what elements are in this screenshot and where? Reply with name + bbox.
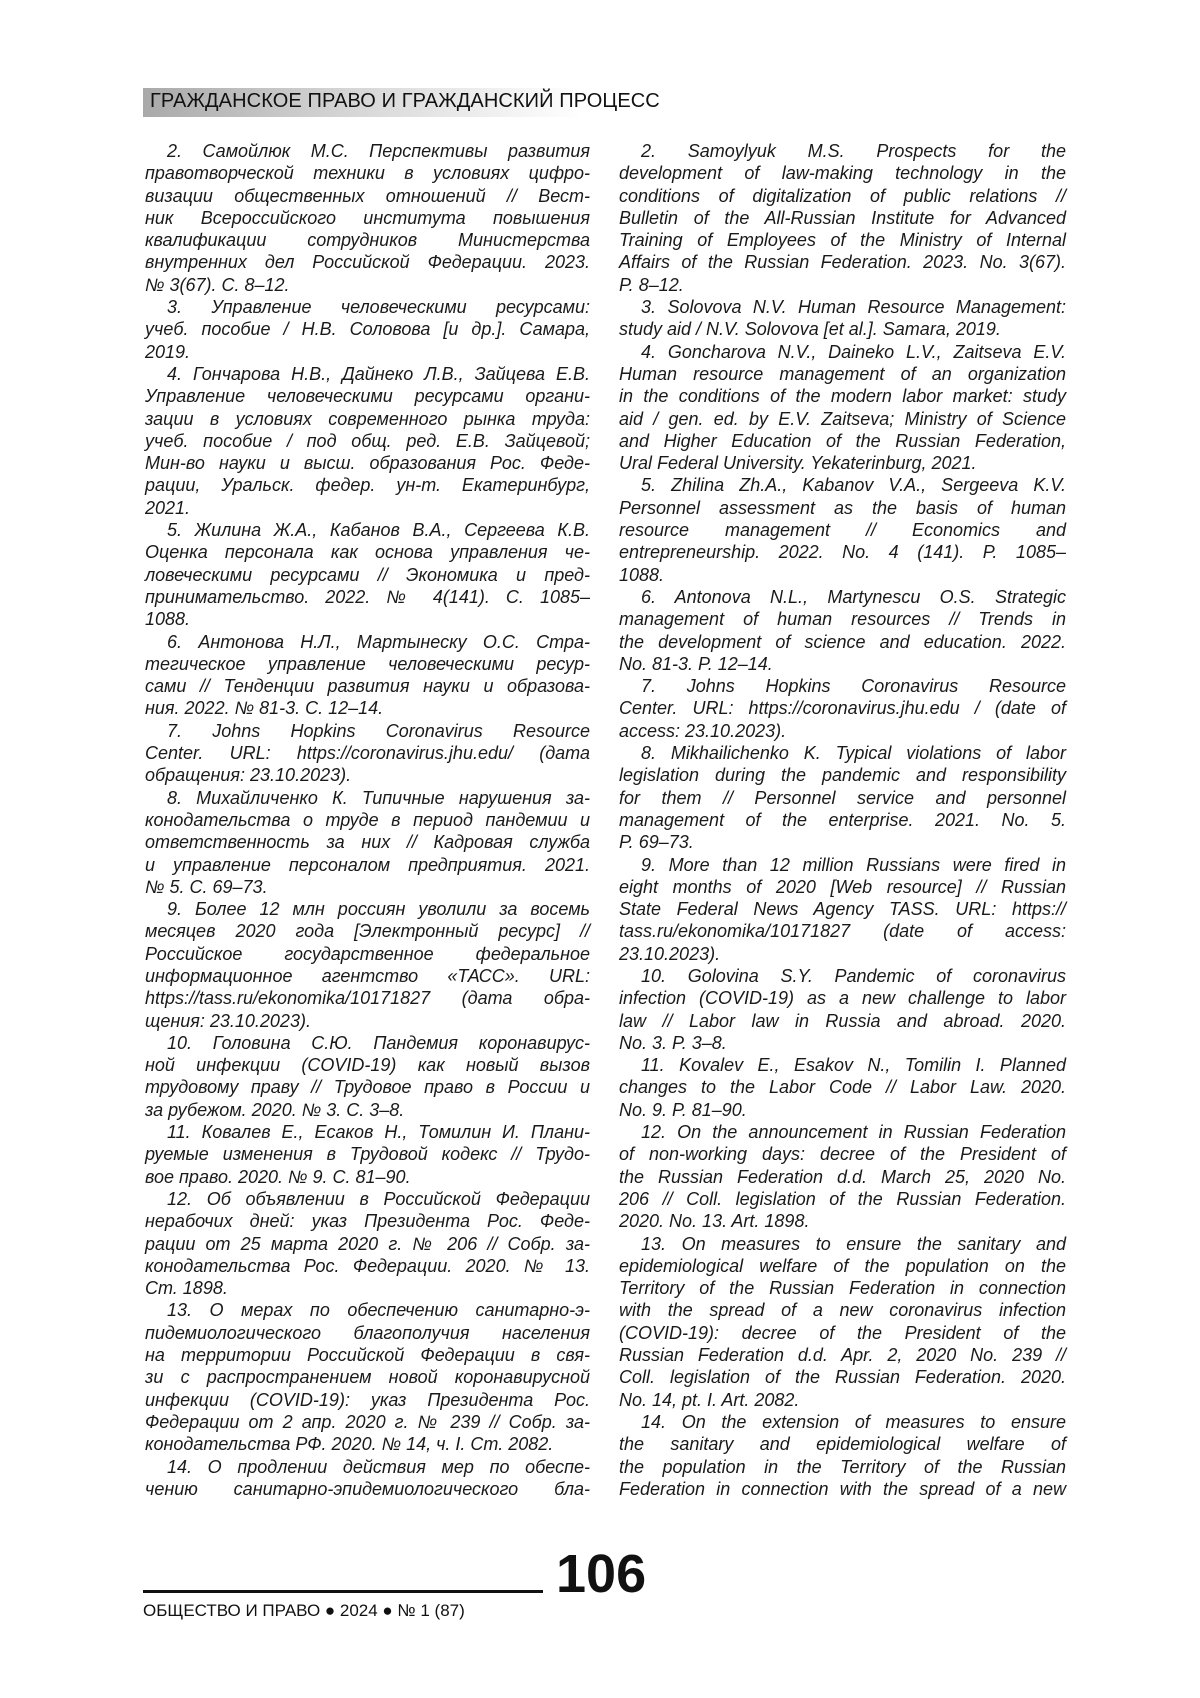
reference-line: 3. Управление человеческими ресурсами:: [145, 296, 590, 318]
reference-line: учеб. пособие / под общ. ред. Е.В. Зайцевой;: [145, 430, 590, 452]
reference-line: of non-working days: decree of the President of: [619, 1143, 1066, 1165]
reference-entry: [619, 586, 1066, 675]
reference-line: Territory of the Russian Federation in connection: [619, 1277, 1066, 1299]
reference-entry: [619, 474, 1066, 585]
reference-entry: [145, 1032, 590, 1121]
reference-line: changes to the Labor Code // Labor Law. 2020.: [619, 1076, 1066, 1098]
reference-line: информационное агентство «ТАСС». URL:: [145, 965, 590, 987]
reference-line: 1088.: [145, 608, 590, 630]
reference-line: руемые изменения в Трудовой кодекс // Трудо-: [145, 1143, 590, 1165]
reference-line: Affairs of the Russian Federation. 2023. No. 3(67).: [619, 251, 1066, 273]
reference-line: Российское государственное федеральное: [145, 943, 590, 965]
reference-line: Russian Federation d.d. Apr. 2, 2020 No. 239 //: [619, 1344, 1066, 1366]
reference-line: обращения: 23.10.2023).: [145, 764, 590, 786]
reference-entry: [619, 296, 1066, 341]
reference-entry: [145, 296, 590, 363]
reference-entry: [145, 1299, 590, 1455]
reference-line: щения: 23.10.2023).: [145, 1010, 590, 1032]
reference-line: https://tass.ru/ekonomika/10171827 (дата обра-: [145, 987, 590, 1009]
reference-line: 1088.: [619, 564, 1066, 586]
reference-entry: [619, 341, 1066, 475]
reference-line: P. 69–73.: [619, 831, 1066, 853]
reference-line: квалификации сотрудников Министерства: [145, 229, 590, 251]
reference-entry: [619, 675, 1066, 742]
reference-line: ной инфекции (COVID-19) как новый вызов: [145, 1054, 590, 1076]
reference-entry: [619, 854, 1066, 965]
reference-entry: [145, 898, 590, 1032]
reference-line: вое право. 2020. № 9. С. 81–90.: [145, 1166, 590, 1188]
reference-entry: [619, 965, 1066, 1054]
reference-line: 6. Antonova N.L., Martynescu O.S. Strategic: [619, 586, 1066, 608]
reference-line: infection (COVID-19) as a new challenge to labor: [619, 987, 1066, 1009]
reference-line: принимательство. 2022. № 4(141). С. 1085–: [145, 586, 590, 608]
reference-line: 6. Антонова Н.Л., Мартынеску О.С. Стра-: [145, 631, 590, 653]
reference-line: entrepreneurship. 2022. No. 4 (141). P. 1085–: [619, 541, 1066, 563]
reference-line: and Higher Education of the Russian Federation,: [619, 430, 1066, 452]
reference-line: Coll. legislation of the Russian Federation. 2020.: [619, 1366, 1066, 1388]
reference-line: правотворческой техники в условиях цифро-: [145, 162, 590, 184]
reference-line: eight months of 2020 [Web resource] // Russian: [619, 876, 1066, 898]
reference-line: Human resource management of an organization: [619, 363, 1066, 385]
reference-line: 7. Johns Hopkins Coronavirus Resource: [619, 675, 1066, 697]
reference-line: нерабочих дней: указ Президента Рос. Феде-: [145, 1210, 590, 1232]
reference-line: 2020. No. 13. Art. 1898.: [619, 1210, 1066, 1232]
reference-line: Федерации от 2 апр. 2020 г. № 239 // Собр. за-: [145, 1411, 590, 1433]
reference-line: 14. On the extension of measures to ensure: [619, 1411, 1066, 1433]
reference-line: conditions of digitalization of public relations //: [619, 185, 1066, 207]
reference-entry: [619, 1411, 1066, 1500]
reference-line: учеб. пособие / Н.В. Соловова [и др.]. Самара,: [145, 318, 590, 340]
reference-line: зи с распространением новой коронавирусной: [145, 1366, 590, 1388]
reference-line: Ст. 1898.: [145, 1277, 590, 1299]
reference-line: 3. Solovova N.V. Human Resource Management:: [619, 296, 1066, 318]
reference-line: 12. Об объявлении в Российской Федерации: [145, 1188, 590, 1210]
reference-line: No. 9. P. 81–90.: [619, 1099, 1066, 1121]
reference-line: 14. О продлении действия мер по обеспе-: [145, 1456, 590, 1478]
reference-line: Federation in connection with the spread of a new: [619, 1478, 1066, 1500]
reference-line: за рубежом. 2020. № 3. С. 3–8.: [145, 1099, 590, 1121]
reference-line: Center. URL: https://coronavirus.jhu.edu / (date of: [619, 697, 1066, 719]
reference-entry: [145, 1188, 590, 1299]
reference-line: the sanitary and epidemiological welfare of: [619, 1433, 1066, 1455]
reference-line: 10. Головина С.Ю. Пандемия коронавирус-: [145, 1032, 590, 1054]
reference-line: 2019.: [145, 341, 590, 363]
reference-line: рации, Уральск. федер. ун-т. Екатеринбург,: [145, 474, 590, 496]
footer-rule: [143, 1590, 543, 1593]
reference-line: 2. Самойлюк М.С. Перспективы развития: [145, 140, 590, 162]
reference-line: Personnel assessment as the basis of human: [619, 497, 1066, 519]
reference-line: тегическое управление человеческими ресур-: [145, 653, 590, 675]
reference-entry: [619, 742, 1066, 853]
reference-line: 10. Golovina S.Y. Pandemic of coronavirus: [619, 965, 1066, 987]
reference-entry: [145, 787, 590, 898]
reference-entry: [145, 1456, 590, 1501]
reference-line: инфекции (COVID-19): указ Президента Рос.: [145, 1389, 590, 1411]
reference-line: No. 81-3. P. 12–14.: [619, 653, 1066, 675]
reference-line: 2021.: [145, 497, 590, 519]
reference-line: конодательства Рос. Федерации. 2020. № 13.: [145, 1255, 590, 1277]
reference-line: Center. URL: https://coronavirus.jhu.edu/ (дата: [145, 742, 590, 764]
reference-line: 4. Goncharova N.V., Daineko L.V., Zaitseva E.V.: [619, 341, 1066, 363]
reference-line: the Russian Federation d.d. March 25, 2020 No.: [619, 1166, 1066, 1188]
reference-line: 11. Ковалев Е., Есаков Н., Томилин И. Плани-: [145, 1121, 590, 1143]
reference-line: Ural Federal University. Yekaterinburg, 2021.: [619, 452, 1066, 474]
reference-line: No. 14, pt. I. Art. 2082.: [619, 1389, 1066, 1411]
reference-entry: [145, 519, 590, 630]
reference-line: сами // Тенденции развития науки и образова-: [145, 675, 590, 697]
reference-line: 11. Kovalev E., Esakov N., Tomilin I. Planned: [619, 1054, 1066, 1076]
reference-line: law // Labor law in Russia and abroad. 2020.: [619, 1010, 1066, 1032]
reference-line: tass.ru/ekonomika/10171827 (date of access:: [619, 920, 1066, 942]
reference-line: the development of science and education. 2022.: [619, 631, 1066, 653]
reference-line: 206 // Coll. legislation of the Russian Federation.: [619, 1188, 1066, 1210]
reference-line: 7. Johns Hopkins Coronavirus Resource: [145, 720, 590, 742]
reference-line: 9. More than 12 million Russians were fired in: [619, 854, 1066, 876]
reference-line: management of the enterprise. 2021. No. 5.: [619, 809, 1066, 831]
reference-line: ответственность за них // Кадровая служба: [145, 831, 590, 853]
reference-line: (COVID-19): decree of the President of the: [619, 1322, 1066, 1344]
reference-line: Оценка персонала как основа управления че-: [145, 541, 590, 563]
reference-line: for them // Personnel service and personnel: [619, 787, 1066, 809]
reference-line: рации от 25 марта 2020 г. № 206 // Собр. за-: [145, 1233, 590, 1255]
reference-line: зации в условиях современного рынка труда:: [145, 408, 590, 430]
reference-entry: [619, 1054, 1066, 1121]
reference-line: 12. On the announcement in Russian Federation: [619, 1121, 1066, 1143]
reference-line: пидемиологического благополучия населения: [145, 1322, 590, 1344]
reference-line: management of human resources // Trends in: [619, 608, 1066, 630]
reference-line: the population in the Territory of the Russian: [619, 1456, 1066, 1478]
reference-line: месяцев 2020 года [Электронный ресурс] //: [145, 920, 590, 942]
reference-line: 8. Mikhailichenko K. Typical violations of labor: [619, 742, 1066, 764]
reference-line: study aid / N.V. Solovova [et al.]. Samara, 2019.: [619, 318, 1066, 340]
reference-line: epidemiological welfare of the population on the: [619, 1255, 1066, 1277]
reference-line: 5. Zhilina Zh.A., Kabanov V.A., Sergeeva K.V.: [619, 474, 1066, 496]
reference-line: No. 3. P. 3–8.: [619, 1032, 1066, 1054]
reference-line: with the spread of a new coronavirus infection: [619, 1299, 1066, 1321]
reference-line: 2. Samoylyuk M.S. Prospects for the: [619, 140, 1066, 162]
reference-line: access: 23.10.2023).: [619, 720, 1066, 742]
reference-line: 23.10.2023).: [619, 943, 1066, 965]
reference-line: Bulletin of the All-Russian Institute for Advanced: [619, 207, 1066, 229]
page-number: 106: [556, 1543, 646, 1605]
reference-entry: [145, 140, 590, 296]
reference-line: чению санитарно-эпидемиологического бла-: [145, 1478, 590, 1500]
reference-line: Управление человеческими ресурсами органи-: [145, 385, 590, 407]
references-english-column: [619, 140, 1066, 1500]
reference-line: № 3(67). С. 8–12.: [145, 274, 590, 296]
reference-line: aid / gen. ed. by E.V. Zaitseva; Ministry of Science: [619, 408, 1066, 430]
reference-entry: [619, 140, 1066, 296]
reference-line: P. 8–12.: [619, 274, 1066, 296]
reference-line: 5. Жилина Ж.А., Кабанов В.А., Сергеева К.В.: [145, 519, 590, 541]
reference-line: конодательства РФ. 2020. № 14, ч. I. Ст. 2082.: [145, 1433, 590, 1455]
reference-line: Training of Employees of the Ministry of Internal: [619, 229, 1066, 251]
reference-line: development of law-making technology in the: [619, 162, 1066, 184]
reference-line: ния. 2022. № 81-3. С. 12–14.: [145, 697, 590, 719]
reference-entry: [145, 720, 590, 787]
reference-line: на территории Российской Федерации в свя-: [145, 1344, 590, 1366]
reference-line: ловеческими ресурсами // Экономика и пред-: [145, 564, 590, 586]
reference-entry: [145, 363, 590, 519]
reference-line: 9. Более 12 млн россиян уволили за восемь: [145, 898, 590, 920]
reference-entry: [619, 1233, 1066, 1411]
reference-line: 8. Михайличенко К. Типичные нарушения за-: [145, 787, 590, 809]
reference-line: конодательства о труде в период пандемии и: [145, 809, 590, 831]
reference-entry: [145, 631, 590, 720]
reference-line: Мин-во науки и высш. образования Рос. Феде-: [145, 452, 590, 474]
reference-line: трудовому праву // Трудовое право в России и: [145, 1076, 590, 1098]
references-russian-column: [145, 140, 590, 1500]
reference-line: внутренних дел Российской Федерации. 2023.: [145, 251, 590, 273]
reference-line: State Federal News Agency TASS. URL: https://: [619, 898, 1066, 920]
reference-line: № 5. С. 69–73.: [145, 876, 590, 898]
reference-line: ник Всероссийского института повышения: [145, 207, 590, 229]
reference-line: resource management // Economics and: [619, 519, 1066, 541]
section-title: ГРАЖДАНСКОЕ ПРАВО И ГРАЖДАНСКИЙ ПРОЦЕСС: [150, 90, 660, 113]
reference-line: и управление персоналом предприятия. 2021.: [145, 854, 590, 876]
reference-entry: [619, 1121, 1066, 1232]
reference-line: 13. On measures to ensure the sanitary and: [619, 1233, 1066, 1255]
reference-line: in the conditions of the modern labor market: study: [619, 385, 1066, 407]
journal-footer: ОБЩЕСТВО И ПРАВО ● 2024 ● № 1 (87): [143, 1601, 465, 1621]
reference-line: визации общественных отношений // Вест-: [145, 185, 590, 207]
reference-line: 4. Гончарова Н.В., Дайнеко Л.В., Зайцева Е.В.: [145, 363, 590, 385]
reference-entry: [145, 1121, 590, 1188]
reference-line: 13. О мерах по обеспечению санитарно-э-: [145, 1299, 590, 1321]
reference-line: legislation during the pandemic and responsibility: [619, 764, 1066, 786]
